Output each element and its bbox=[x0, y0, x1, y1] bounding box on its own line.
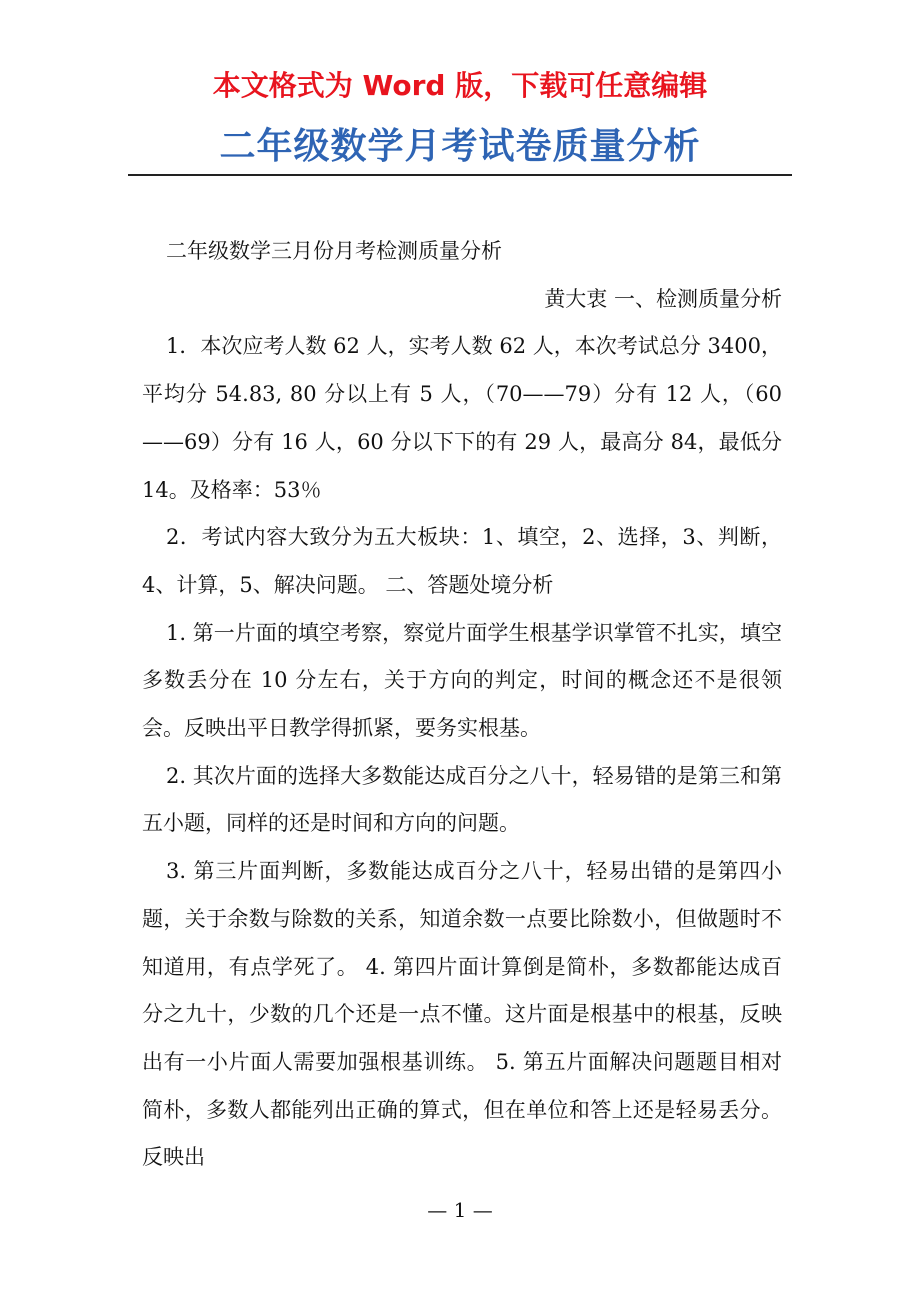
title-divider bbox=[128, 174, 792, 176]
paragraph-judgment-calc-problems: 3. 第三片面判断，多数能达成百分之八十，轻易出错的是第四小题，关于余数与除数的关系，知道余数一点要比除数小，但做题时不知道用，有点学死了。 4. 第四片面计算倒是简朴，多数都能达成百分之九十，少数的几个还是一点不懂。这片面是根基中的根基，反映出有一小片面人需要加强根基训练。 5. 第五片面解决问题题目相对简朴，多数人都能列出正确的算式，但在单位和答上还是轻易丢分。反映出 bbox=[142, 859, 782, 1170]
document-subtitle: 二年级数学三月份月考检测质量分析 bbox=[166, 239, 502, 263]
paragraph-choice: 2. 其次片面的选择大多数能达成百分之八十，轻易错的是第三和第五小题，同样的还是时间和方向的问题。 bbox=[142, 763, 782, 836]
document-body bbox=[142, 228, 782, 1182]
page-number: — 1 — bbox=[427, 1198, 493, 1222]
paragraph-fill-blank: 1. 第一片面的填空考察，察觉片面学生根基学识掌管不扎实，填空多数丢分在 10 分左右，关于方向的判定，时间的概念还不是很领会。反映出平日教学得抓紧，要务实根基。 bbox=[142, 620, 782, 741]
format-notice-banner: 本文格式为 Word 版，下载可任意编辑 bbox=[212, 69, 708, 102]
author-line: 黄大衷 一、检测质量分析 bbox=[544, 286, 782, 311]
document-title: 二年级数学月考试卷质量分析 bbox=[219, 126, 701, 167]
paragraph-exam-content: 2．考试内容大致分为五大板块：1、填空，2、选择，3、判断，4、计算，5、解决问题。 二、答题处境分析 bbox=[142, 525, 782, 597]
paragraph-statistics: 1．本次应考人数 62 人，实考人数 62 人，本次考试总分 3400，平均分 54.83, 80 分以上有 5 人，（70——79）分有 12 人，（60——69）分有 16 人，60 分以下下的有 29 人，最高分 84，最低分 14。及格率：53％ bbox=[142, 334, 782, 502]
